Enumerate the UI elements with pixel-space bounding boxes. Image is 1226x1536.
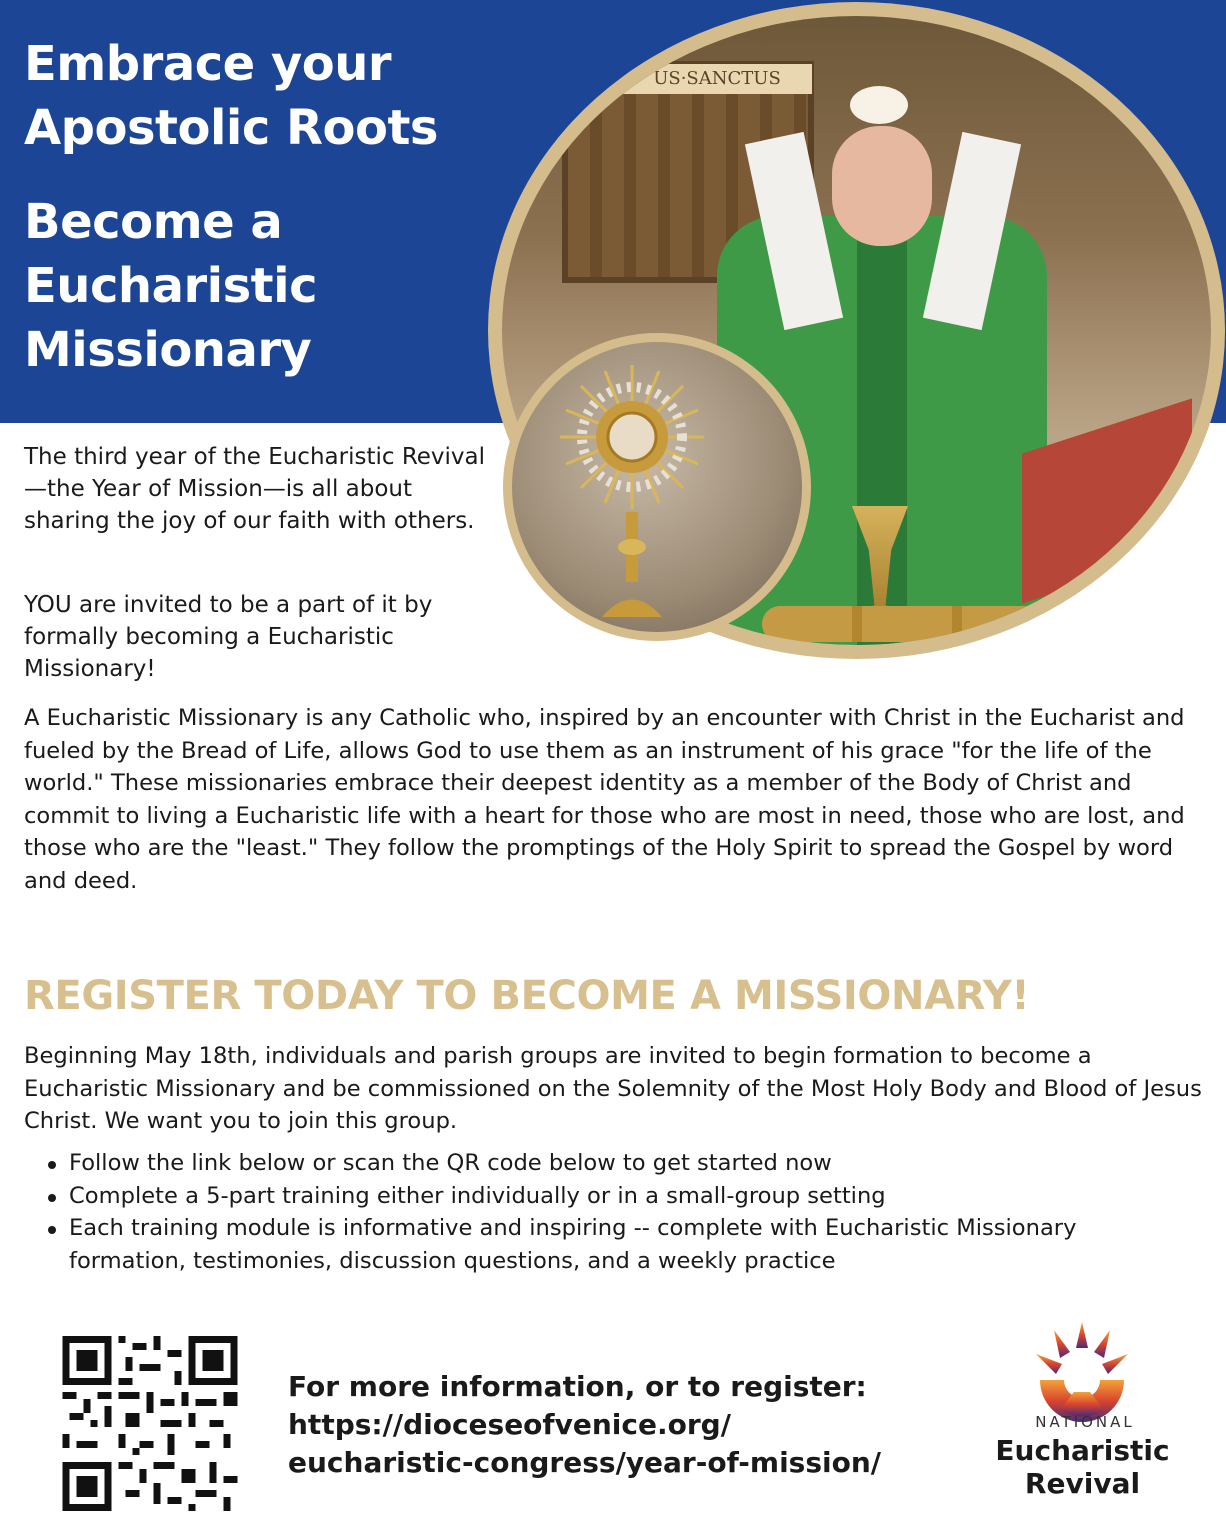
register-link-part-1[interactable]: https://dioceseofvenice.org/ (288, 1408, 731, 1441)
register-link-part-2[interactable]: eucharistic-congress/year-of-mission/ (288, 1446, 882, 1479)
intro-paragraph-1: The third year of the Eucharistic Revival—the Year of Mission—is all about sharing the joy of our faith with others. (24, 444, 486, 534)
register-heading: REGISTER TODAY TO BECOME A MISSIONARY! (24, 973, 1030, 1019)
steps-list (24, 1147, 1174, 1277)
logo-word-eucharistic: Eucharistic (995, 1434, 1170, 1467)
panel-inscription: US·SANCTUS (622, 64, 812, 94)
register-intro: Beginning May 18th, individuals and parish groups are invited to begin formation to become a Eucharistic Missionary and be commissioned on the Solemnity of the Most Holy Body and Blood of Jesus Christ. We want you to join this group. (24, 1043, 1202, 1134)
info-label: For more information, or to register: (288, 1370, 867, 1403)
missal-book (1022, 398, 1192, 603)
list-item (24, 1147, 1174, 1180)
elevated-host (850, 86, 908, 124)
bullet-dot (48, 1161, 56, 1169)
monstrance-icon (512, 342, 802, 632)
step-text: Follow the link below or scan the QR code below to get started now (69, 1150, 832, 1176)
bullet-dot (48, 1194, 56, 1202)
ciboria-bowls (762, 606, 1062, 642)
bullet-dot (48, 1226, 56, 1234)
logo-wordmark (975, 1434, 1190, 1500)
step-text: Complete a 5-part training either individually or in a small-group setting (69, 1182, 886, 1209)
qr-code[interactable] (60, 1336, 240, 1511)
monstrance-scene (512, 342, 802, 632)
eucharistic-revival-logo-icon (1030, 1318, 1134, 1422)
step-text: Each training module is informative and inspiring -- complete with Eucharistic Missionary formation, testimonies, discussion questions, and a weekly practice (69, 1215, 1077, 1274)
logo-national-label: NATIONAL (1035, 1413, 1135, 1431)
monstrance-photo (503, 333, 811, 641)
priest-head (832, 126, 932, 246)
headline-apostolic-roots: Embrace your Apostolic Roots (24, 36, 438, 156)
list-item (24, 1180, 1174, 1213)
headline-become-missionary: Become a Eucharistic Missionary (24, 194, 318, 378)
missionary-description: A Eucharistic Missionary is any Catholic who, inspired by an encounter with Christ in the Eucharist and fueled by the Bread of Life, allows God to use them as an instrument of his grace "for the life of the world." These missionaries embrace their deepest identity as a member of the Body of Christ and commit to living a Eucharistic life with a heart for those who are most in need, those who are lost, and those who are the "least." They follow the promptings of the Holy Spirit to spread the Gospel by word and deed. (24, 705, 1185, 894)
logo-word-revival: Revival (1024, 1467, 1141, 1500)
list-item (24, 1212, 1174, 1277)
intro-paragraph-2: YOU are invited to be a part of it by formally becoming a Eucharistic Missionary! (24, 592, 433, 682)
more-info (288, 1368, 968, 1482)
